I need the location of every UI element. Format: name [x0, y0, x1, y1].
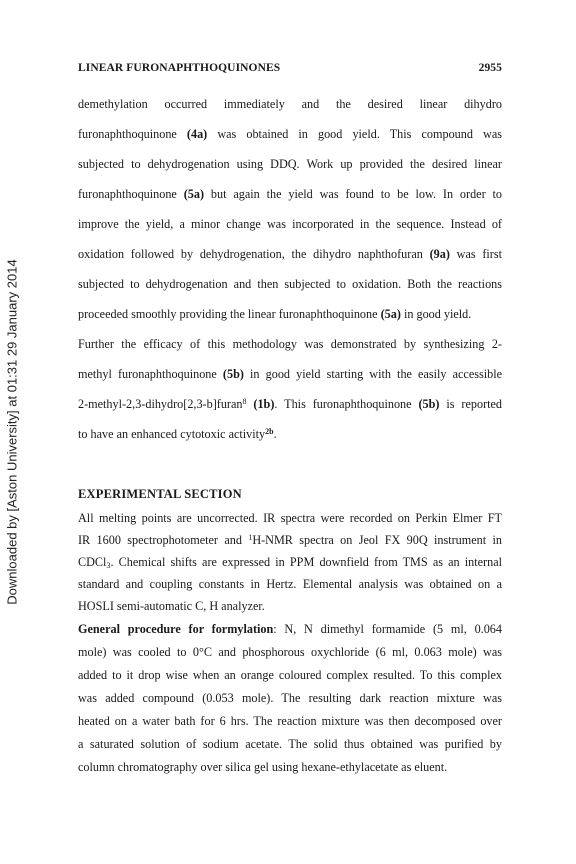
- text-line: [78, 367, 502, 381]
- text-span: standard and coupling constants in Hertz. Elemental analysis was obtained on a: [78, 577, 502, 591]
- text-line: [78, 307, 502, 321]
- text-span: All melting points are uncorrected. IR spectra were recorded on Perkin Elmer FT: [78, 511, 502, 525]
- text-line: [78, 760, 502, 774]
- text-span: added to it drop wise when an orange coloured complex resulted. To this complex: [78, 668, 502, 682]
- text-line: [78, 668, 502, 682]
- text-line: [78, 533, 502, 547]
- text-line: [78, 247, 502, 261]
- running-header: [78, 62, 502, 74]
- text-line: [78, 511, 502, 525]
- text-span: methyl furonaphthoquinone: [78, 367, 223, 381]
- text-span: in good yield starting with the easily accessible: [243, 367, 502, 381]
- text-line: [78, 277, 502, 291]
- text-line: [78, 645, 502, 659]
- text-span: but again the yield was found to be low. In order to: [204, 187, 502, 201]
- text-line: [78, 97, 502, 111]
- text-span: H-NMR spectra on Jeol FX 90Q instrument in: [252, 533, 502, 547]
- text-span: . Chemical shifts are expressed in PPM downfield from TMS as an internal: [110, 555, 502, 569]
- bold-text: (4a): [186, 127, 208, 141]
- page-number: 2955: [478, 62, 502, 74]
- text-span: subjected to dehydrogenation using DDQ. Work up provided the desired linear: [78, 157, 502, 171]
- text-span: HOSLI semi-automatic C, H analyzer.: [78, 599, 265, 613]
- subscript: 3: [106, 561, 111, 570]
- text-line: [78, 555, 502, 569]
- text-span: demethylation occurred immediately and the desired linear dihydro: [78, 97, 502, 111]
- text-span: Further the efficacy of this methodology was demonstrated by synthesizing 2-: [78, 337, 502, 351]
- bold-text: (1b): [253, 397, 275, 411]
- bold-text: (5a): [380, 307, 401, 321]
- text-span: furonaphthoquinone: [78, 127, 187, 141]
- text-span: is reported: [439, 397, 503, 411]
- bold-text: (5a): [183, 187, 205, 201]
- text-span: furonaphthoquinone: [78, 187, 184, 201]
- bold-text: (5b): [418, 397, 440, 411]
- bold-text: (5b): [222, 367, 244, 381]
- text-span: CDCl: [78, 555, 107, 569]
- text-line: [78, 737, 502, 751]
- text-line: [78, 127, 502, 141]
- text-span: column chromatography over silica gel using hexane-ethylacetate as eluent.: [78, 760, 448, 774]
- text-span: : N, N dimethyl formamide (5 ml, 0.064: [273, 622, 502, 636]
- text-span: proceeded smoothly providing the linear furonaphthoquinone: [78, 307, 381, 321]
- text-line: [78, 187, 502, 201]
- text-span: mole) was cooled to 0°C and phosphorous oxychloride (6 ml, 0.063 mole) was: [78, 645, 502, 659]
- text-line: [78, 157, 502, 171]
- text-line: [78, 337, 502, 351]
- text-line: [78, 622, 502, 636]
- text-span: oxidation followed by dehydrogenation, the dihydro naphthofuran: [78, 247, 430, 261]
- superscript: 2b: [265, 427, 274, 436]
- text-span: subjected to dehydrogenation and then subjected to oxidation. Both the reactions: [78, 277, 502, 291]
- text-span: was first: [449, 247, 502, 261]
- superscript: 1: [248, 533, 253, 542]
- text-span: was added compound (0.053 mole). The resulting dark reaction mixture was: [78, 691, 502, 705]
- text-line: [78, 427, 502, 441]
- running-title: LINEAR FURONAPHTHOQUINONES: [78, 62, 281, 74]
- text-span: heated on a water bath for 6 hrs. The reaction mixture was then decomposed over: [78, 714, 502, 728]
- section-heading: EXPERIMENTAL SECTION: [78, 487, 242, 501]
- download-notice-text: Downloaded by [Aston University] at 01:31 29 January 2014: [4, 259, 20, 605]
- text-span: was obtained in good yield. This compound was: [207, 127, 502, 141]
- bold-text: General procedure for formylation: [78, 622, 274, 636]
- text-span: in good yield.: [400, 307, 472, 321]
- bold-text: (9a): [429, 247, 450, 261]
- text-line: [78, 599, 502, 613]
- superscript: 8: [242, 397, 247, 406]
- text-line: [78, 691, 502, 705]
- text-span: improve the yield, a minor change was incorporated in the sequence. Instead of: [78, 217, 502, 231]
- text-line: [78, 577, 502, 591]
- text-line: [78, 217, 502, 231]
- text-line: [78, 714, 502, 728]
- text-span: .: [273, 427, 277, 441]
- text-span: 2-methyl-2,3-dihydro[2,3-b]furan: [78, 397, 243, 411]
- text-line: [78, 397, 502, 411]
- text-span: to have an enhanced cytotoxic activity: [78, 427, 266, 441]
- text-span: IR 1600 spectrophotometer and: [78, 533, 249, 547]
- text-span: . This furonaphthoquinone: [274, 397, 419, 411]
- text-span: a saturated solution of sodium acetate. The solid thus obtained was purified by: [78, 737, 502, 751]
